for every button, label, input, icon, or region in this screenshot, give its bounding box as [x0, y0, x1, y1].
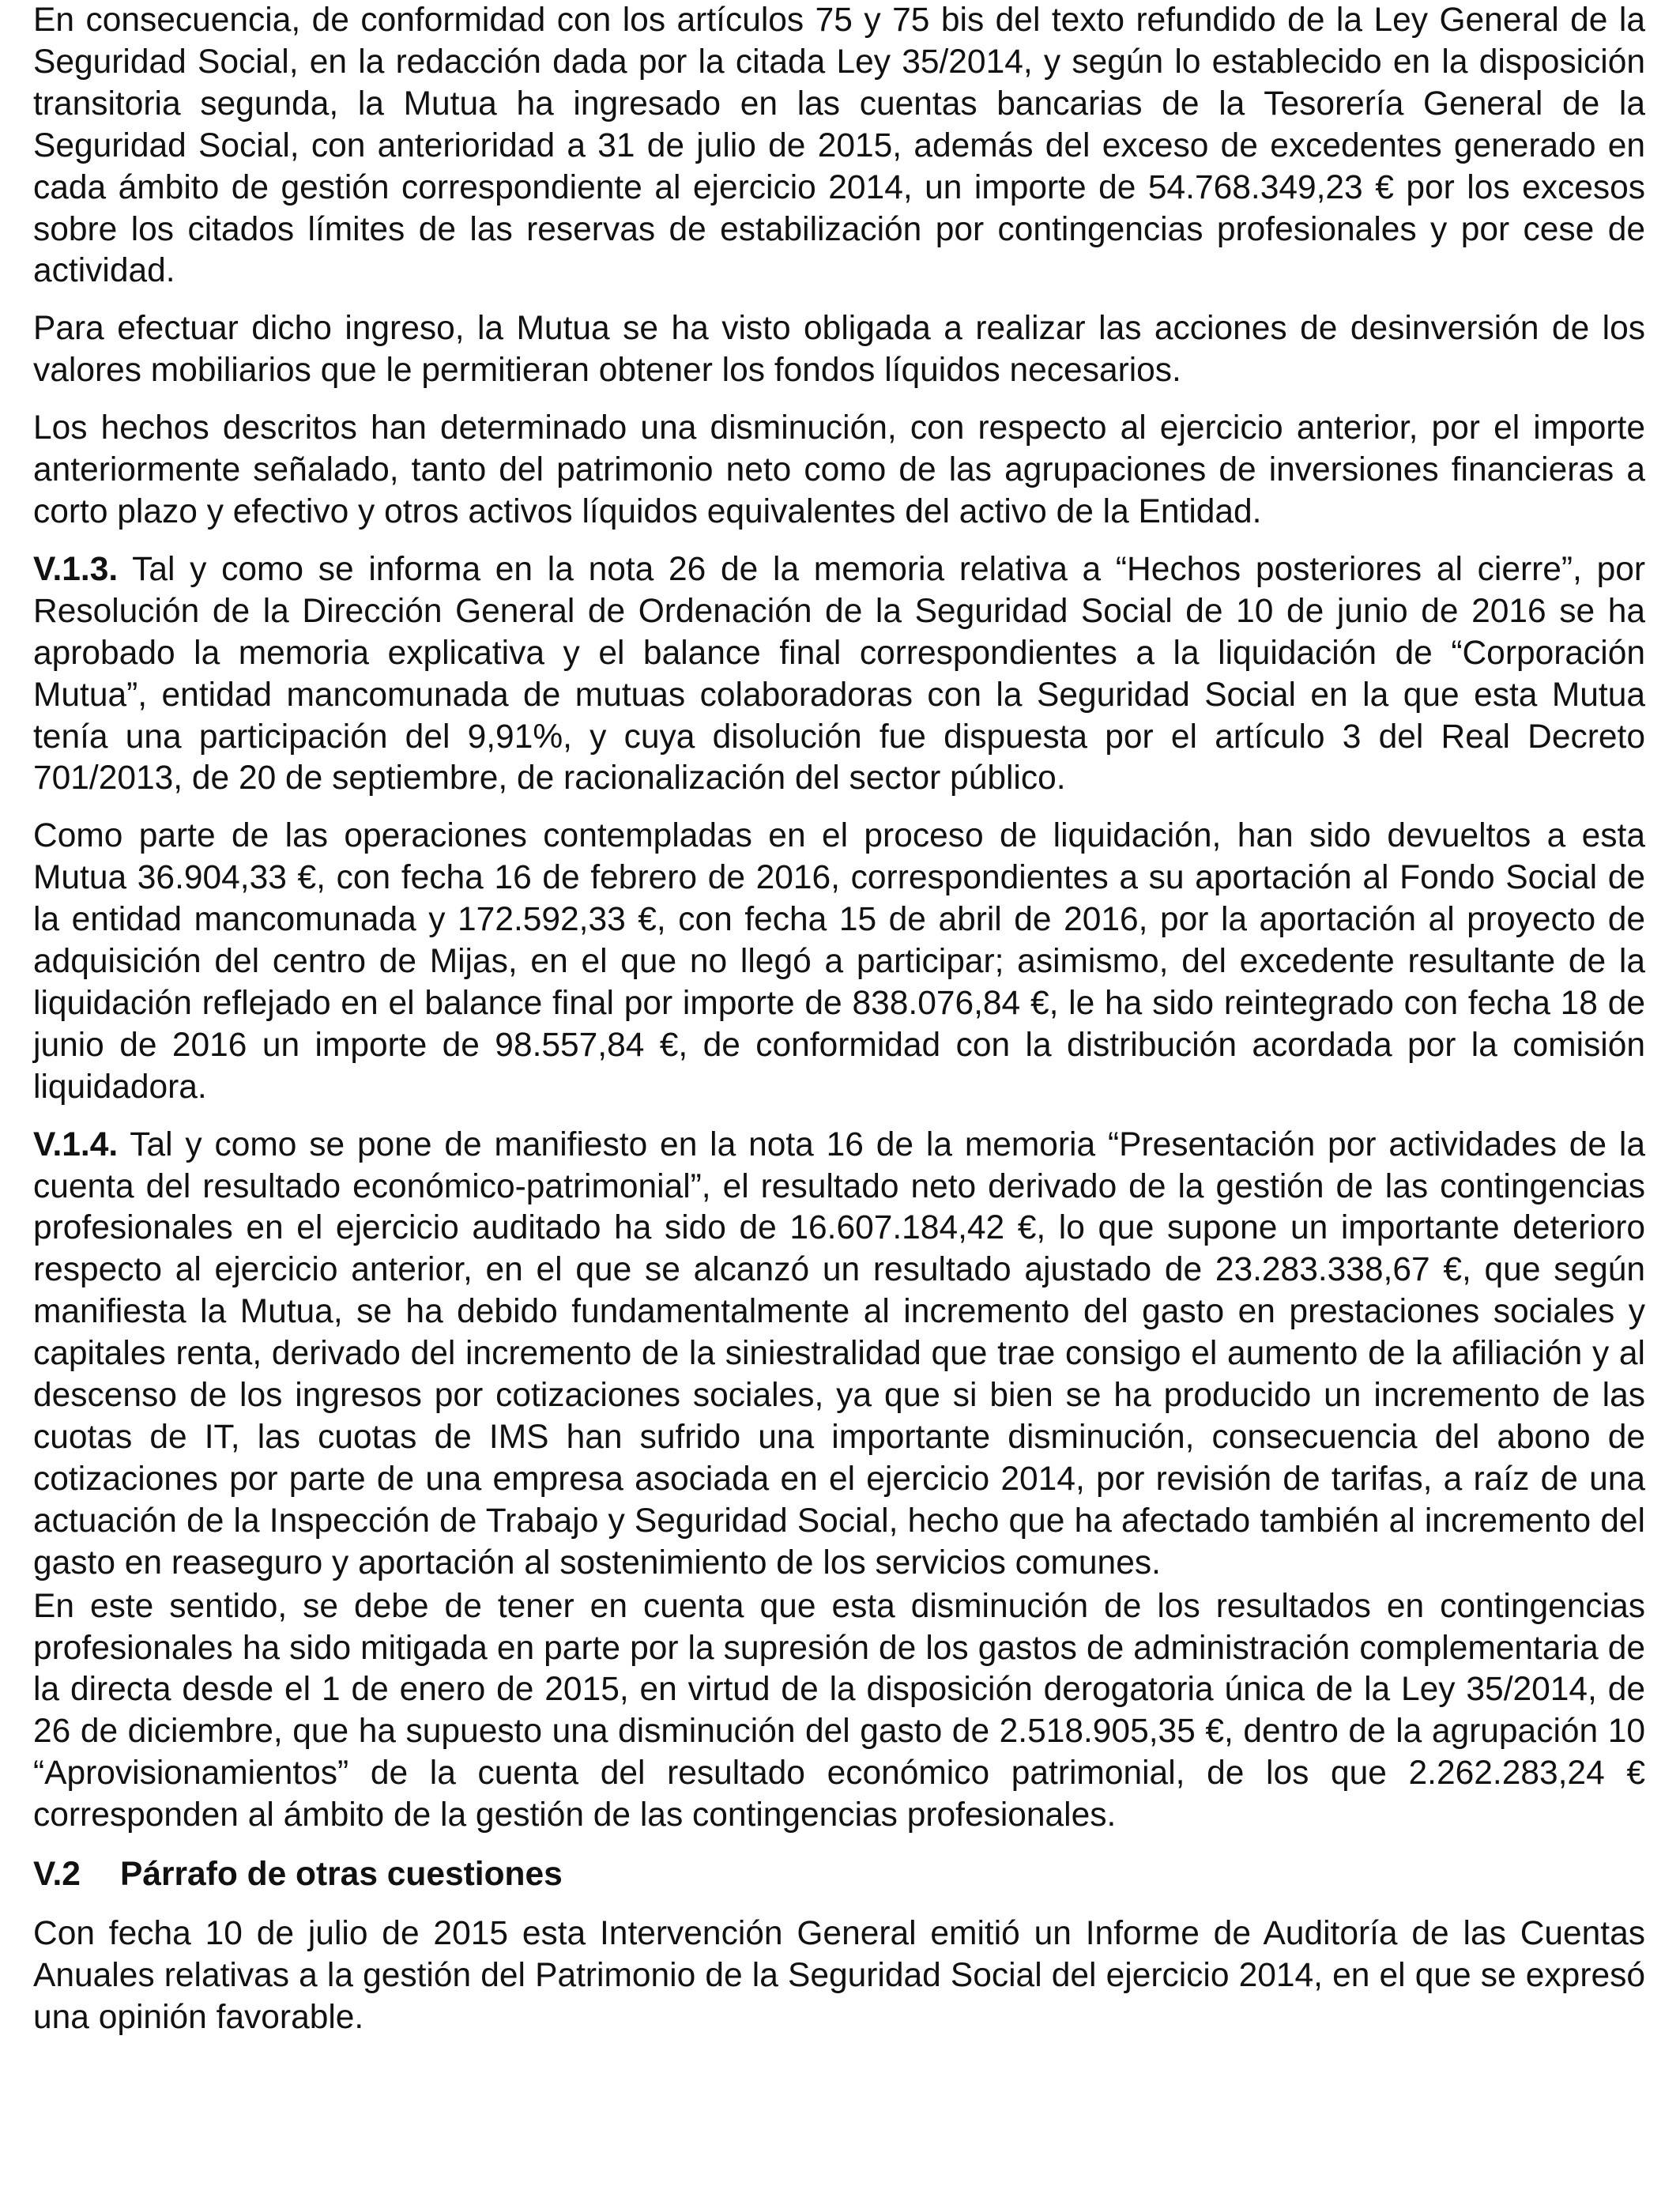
paragraph-desinversion: Para efectuar dicho ingreso, la Mutua se ha visto obligada a realizar las acciones de desinversión de los valores mobiliarios que le permitieran obtener los fondos líquidos necesarios. — [33, 310, 1645, 390]
paragraph-liquidacion: Como parte de las operaciones contempladas en el proceso de liquidación, han sido devueltos a esta Mutua 36.904,33 €, con fecha 16 de febrero de 2016, correspondientes a su aportación al Fondo Social de la entidad mancomunada y 172.592,33 €, con fecha 15 de abril de 2016, por la aportación al proyecto de adquisición del centro de Mijas, en el que no llegó a participar; asimismo, del excedente resultante de la liquidación reflejado en el balance final por importe de 838.076,84 €, le ha sido reintegrado con fecha 18 de junio de 2016 un importe de 98.557,84 €, de conformidad con la distribución acordada por la comisión liquidadora. — [33, 817, 1645, 1106]
paragraph-v-1-3 — [33, 549, 1645, 800]
section-number-v-1-3: V.1.3. — [33, 550, 119, 588]
section-heading-v-2 — [33, 1854, 1645, 1896]
paragraph-otras-cuestiones: Con fecha 10 de julio de 2015 esta Intervención General emitió un Informe de Auditoría de las Cuentas Anuales relativas a la gestión del Patrimonio de la Seguridad Social del ejercicio 2014, en el que se expresó una opinión favorable. — [33, 1914, 1645, 2036]
section-title-v-2: Párrafo de otras cuestiones — [120, 1856, 563, 1894]
section-number-v-2: V.2 — [33, 1856, 81, 1894]
paragraph-exceso-excedentes: En consecuencia, de conformidad con los artículos 75 y 75 bis del texto refundido de la Ley General de la Seguridad Social, en la redacción dada por la citada Ley 35/2014, y según lo establecido en la disposición transitoria segunda, la Mutua ha ingresado en las cuentas bancarias de la Tesorería General de la Seguridad Social, con anterioridad a 31 de julio de 2015, además del exceso de excedentes generado en cada ámbito de gestión correspondiente al ejercicio 2014, un importe de 54.768.349,23 € por los excesos sobre los citados límites de las reservas de estabilización por contingencias profesionales y por cese de actividad. — [33, 2, 1645, 290]
paragraph-v-1-3-text: Tal y como se informa en la nota 26 de la memoria relativa a “Hechos posteriores al cierre”, por Resolución de la Dirección General de Ordenación de la Seguridad Social de 10 de junio de 2016 se ha aprobado la memoria explicativa y el balance final correspondientes a la liquidación de “Corporación Mutua”, entidad mancomunada de mutuas colaboradoras con la Seguridad Social en la que esta Mutua tenía una participación del 9,91%, y cuya disolución fue dispuesta por el artículo 3 del Real Decreto 701/2013, de 20 de septiembre, de racionalización del sector público. — [33, 550, 1645, 797]
document-page — [33, 0, 1645, 2039]
paragraph-v-1-4-text: Tal y como se pone de manifiesto en la nota 16 de la memoria “Presentación por actividades de la cuenta del resultado económico-patrimonial”, el resultado neto derivado de la gestión de las contingencias profesionales en el ejercicio auditado ha sido de 16.607.184,42 €, lo que supone un importante deterioro respecto al ejercicio anterior, en el que se alcanzó un resultado ajustado de 23.283.338,67 €, que según manifiesta la Mutua, se ha debido fundamentalmente al incremento del gasto en prestaciones sociales y capitales renta, derivado del incremento de la siniestralidad que trae consigo el aumento de la afiliación y al descenso de los ingresos por cotizaciones sociales, ya que si bien se ha producido un incremento de las cuotas de IT, las cuotas de IMS han sufrido una importante disminución, consecuencia del abono de cotizaciones por parte de una empresa asociada en el ejercicio 2014, por revisión de tarifas, a raíz de una actuación de la Inspección de Trabajo y Seguridad Social, hecho que ha afectado también al incremento del gasto en reaseguro y aportación al sostenimiento de los servicios comunes. — [33, 1125, 1645, 1581]
paragraph-v-1-4 — [33, 1125, 1645, 1585]
paragraph-en-este-sentido: En este sentido, se debe de tener en cuenta que esta disminución de los resultados en contingencias profesionales ha sido mitigada en parte por la supresión de los gastos de administración complementaria de la directa desde el 1 de enero de 2015, en virtud de la disposición derogatoria única de la Ley 35/2014, de 26 de diciembre, que ha supuesto una disminución del gasto de 2.518.905,35 €, dentro de la agrupación 10 “Aprovisionamientos” de la cuenta del resultado económico patrimonial, de los que 2.262.283,24 € corresponden al ámbito de la gestión de las contingencias profesionales. — [33, 1587, 1645, 1834]
section-number-v-1-4: V.1.4. — [33, 1125, 119, 1163]
paragraph-hechos-descritos: Los hechos descritos han determinado una disminución, con respecto al ejercicio anterior, por el importe anteriormente señalado, tanto del patrimonio neto como de las agrupaciones de inversiones financieras a corto plazo y efectivo y otros activos líquidos equivalentes del activo de la Entidad. — [33, 409, 1645, 530]
